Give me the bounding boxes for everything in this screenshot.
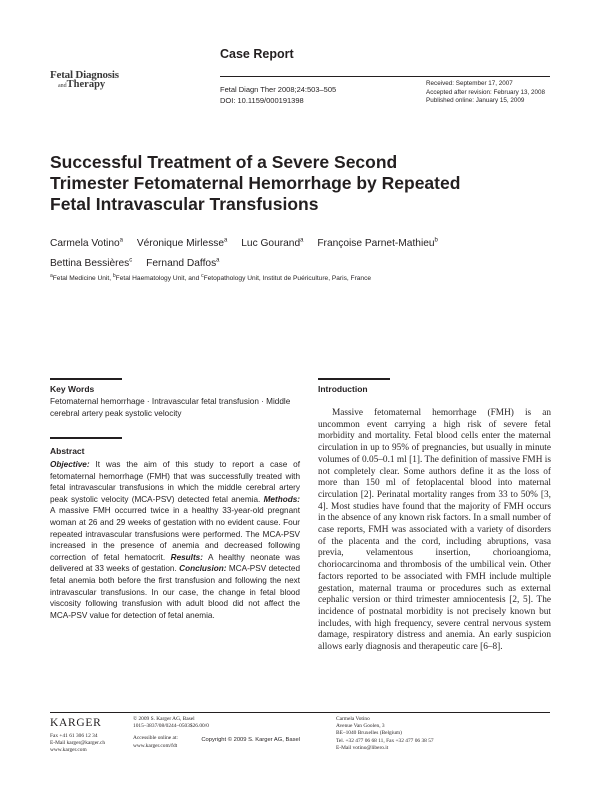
publication-info: © 2009 S. Karger AG, Basel 1015–3837/08/0244–0503$26.00/0 Accessible online at: www.karger.com/fdt — [133, 716, 209, 749]
keywords-text: Fetomaternal hemorrhage · Intravascular fetal transfusion · Middle cerebral artery peak systolic velocity — [50, 397, 291, 418]
author: Carmela Votino$^a$ — [50, 238, 123, 250]
publisher-contact: Fax +41 61 306 12 34 E-Mail karger@karger.ch www.karger.com — [50, 733, 106, 754]
introduction-text — [318, 408, 551, 654]
published-date: Published online: January 15, 2009 — [426, 97, 525, 105]
doi: DOI: 10.1159/000191398 — [220, 96, 304, 105]
keywords-heading: Key Words — [50, 384, 95, 394]
author-list — [50, 233, 550, 272]
accepted-date: Accepted after revision: February 13, 2008 — [426, 88, 546, 96]
dates-block — [426, 80, 545, 106]
received-date: Received: September 17, 2007 — [426, 80, 513, 87]
logo-therapy: Therapy — [66, 79, 106, 90]
abstract-label: Objective: — [50, 460, 90, 469]
publisher-logo: KARGER — [50, 717, 102, 729]
author: Véronique Mirlesse$^a$ — [136, 238, 228, 250]
citation: Fetal Diagn Ther 2008;24:503–505 — [220, 85, 337, 94]
title-line: Successful Treatment of a Severe Second — [50, 152, 398, 172]
author-row — [50, 252, 550, 271]
keywords-rule — [50, 378, 122, 380]
logo-line-1: Fetal Diagnosis — [50, 69, 119, 81]
journal-citation-block — [220, 84, 336, 106]
introduction-rule — [318, 378, 390, 380]
abstract-copyright: Copyright © 2009 S. Karger AG, Basel — [201, 737, 300, 743]
author: Bettina Bessières$^c$ — [50, 257, 133, 269]
affiliations: $^a$Fetal Medicine Unit, $^b$Fetal Haematology Unit, and $^c$Fetopathology Unit, Institut de Puériculture, Paris, France — [50, 273, 372, 283]
correspondence-address: Carmela Votino Avenue Van Goolen, 3 BE–1040 Bruxelles (Belgium) Tel. +32 477 06 68 11, Fax +32 477 06 38 57 E-Mail votino@libero.it — [336, 716, 434, 751]
title-line: Fetal Intravascular Transfusions — [50, 194, 319, 214]
abstract-rule — [50, 437, 122, 439]
author: Françoise Parnet-Mathieu$^b$ — [317, 238, 438, 250]
author-row — [50, 233, 550, 252]
logo-line-2 — [50, 80, 142, 91]
abstract-label: Methods: — [263, 494, 300, 504]
title-line: Trimester Fetomaternal Hemorrhage by Repeated — [50, 173, 461, 193]
author: Fernand Daffos$^a$ — [146, 257, 220, 269]
abstract-text: Objective: It was the aim of this study to report a case of fetomaternal hemorrhage (FMH) that was successfully treated with fetal intravascular transfusions in which the middle cerebral artery peak systolic velocity (MCA-PSV) detected fetal anemia. Methods: A massive FMH occurred twice in a healthy 33-year-old pregnant woman at 26 and 29 weeks of gestation with no evident cause. Four repeated intravascular transfusions were performed. The MCA-PSV increased in the presence of anemia and decreased following correction of fetal hematocrit. Results: A healthy neonate was delivered at 33 weeks of gestation. Conclusion: MCA-PSV detected fetal anemia both before the first transfusion and following the next intravascular transfusions. In our case, the change in fetal blood viscosity following transfusion with adult blood did not affect the MCA-PSV value for detection of fetal anemia. — [50, 460, 300, 620]
article-title — [50, 152, 520, 215]
introduction-heading: Introduction — [318, 384, 368, 394]
section-label: Case Report — [220, 47, 294, 61]
abstract-label: Conclusion: — [179, 564, 227, 574]
header-rule — [220, 76, 550, 77]
introduction-paragraph: Massive fetomaternal hemorrhage (FMH) is an uncommon event carrying a high risk of severe fetal morbidity and mortality. Fetal blood cells enter the maternal circulation in up to 95% of pregnancies, but usually in minute volumes of 0.05–0.1 ml [1]. The definition of massive FMH is not completely clear. Some authors define it as the loss of more than 150 ml of fetoplacental blood into maternal circulation [2]. Perinatal mortality ranges from 33 to 50% [3, 4]. Most studies have found that the majority of FMH occurs in the absence of any known risk factors. In a small number of case reports, FMH was associated with a variety of disorders of the placenta and the cord, including abruptions, vasa previa, velamentous insertion, chorioangioma, choriocarcinoma and thrombosis of the umbilical vein. Other factors reported to be associated with FMH include multiple gestation, maternal trauma or procedures such as external cephalic version or third trimester amniocentesis [2, 5]. The incidence of postnatal morbidity is not precisely known but includes, with high frequency, severe central nervous system damage, respiratory distress and anemia. An early suspicion allows early diagnosis and therapeutic care [6–8]. — [318, 408, 551, 653]
abstract-label: Results: — [170, 552, 203, 562]
footer-rule — [50, 712, 550, 713]
journal-logo — [50, 70, 142, 91]
abstract-heading: Abstract — [50, 446, 85, 456]
logo-and: and — [58, 83, 67, 89]
author: Luc Gourand$^a$ — [241, 238, 304, 250]
